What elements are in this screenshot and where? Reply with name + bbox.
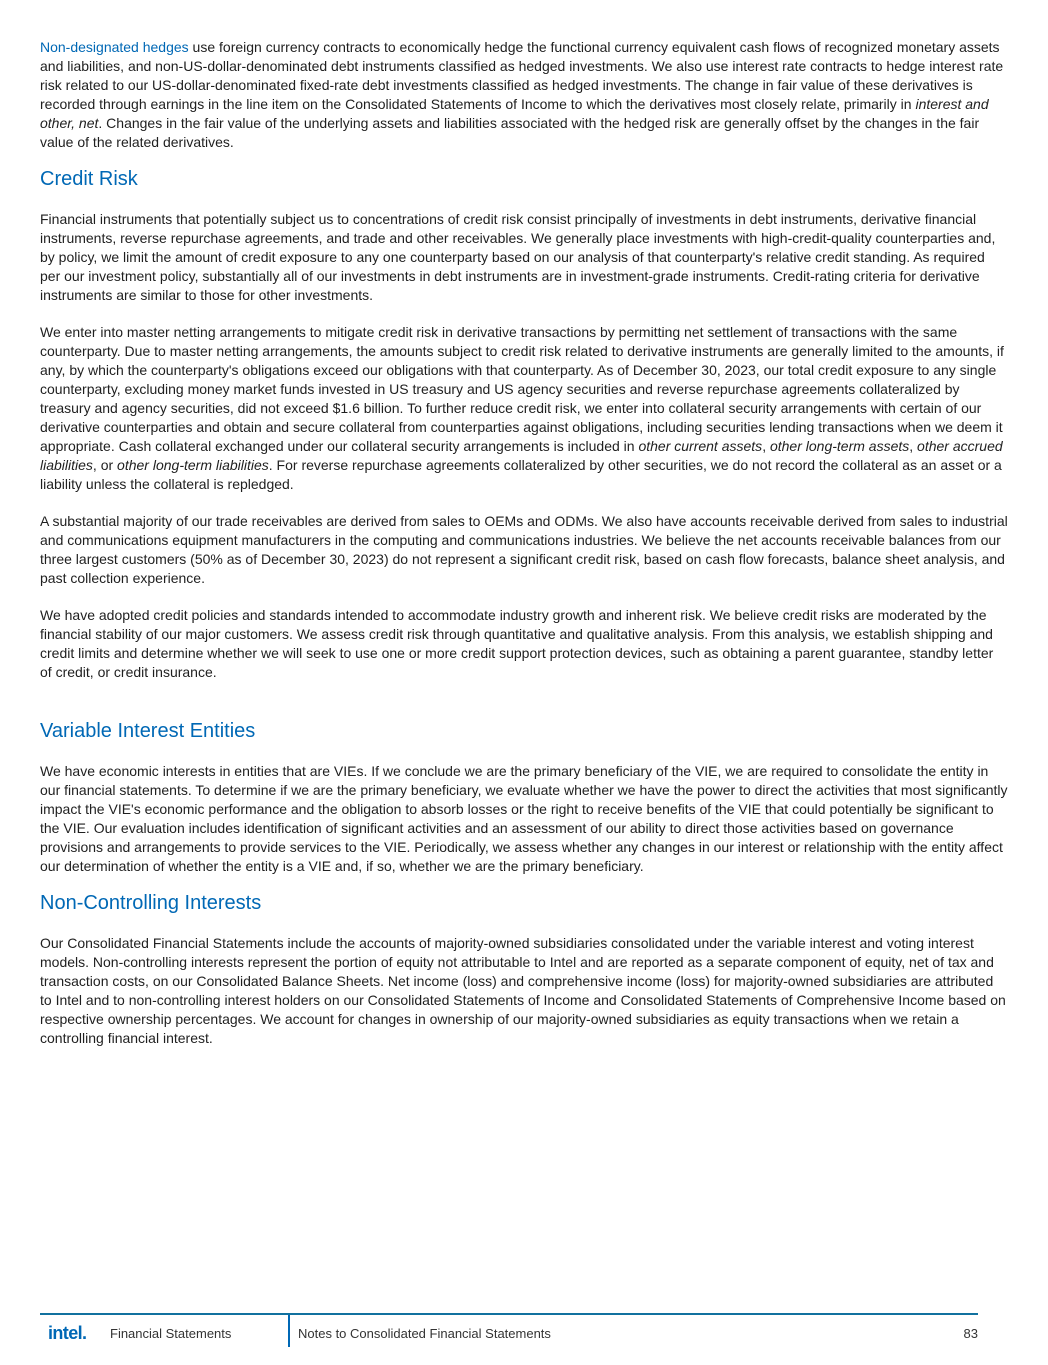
- text-segment: other current assets: [638, 438, 763, 454]
- text-segment: ,: [762, 438, 770, 454]
- text-segment: , or: [92, 457, 118, 473]
- page-footer: [40, 1313, 978, 1357]
- document-body: [40, 38, 1008, 1048]
- footer-subsection-label: Notes to Consolidated Financial Statements: [298, 1326, 551, 1341]
- text-segment: ,: [909, 438, 918, 454]
- paragraph: [40, 762, 1008, 876]
- text-segment: . For reverse repurchase agreements collateralized by other securities, we do not record the collateral as an asset or a liability unless the collateral is repledged.: [40, 457, 1002, 492]
- text-segment: use foreign currency contracts to economically hedge the functional currency equivalent cash flows of recognized monetary assets and liabilities, and non-US-dollar-denominated debt instruments classified as hedged investments. We also use interest rate contracts to hedge interest rate risk related to our US-dollar-denominated fixed-rate debt investments classified as hedged investments. The change in fair value of these derivatives is recorded through earnings in the line item on the Consolidated Statements of Income to which the derivatives most closely relate, primarily in: [40, 39, 1004, 112]
- text-segment: other long-term assets: [769, 438, 910, 454]
- paragraph: [40, 934, 1008, 1048]
- text-segment: . Changes in the fair value of the underlying assets and liabilities associated with the hedged risk are generally offset by the changes in the fair value of the related derivatives.: [40, 115, 980, 150]
- intel-logo: intel.: [48, 1323, 87, 1343]
- text-segment: other accrued liabilities: [40, 438, 1003, 473]
- footer-rule: [40, 1313, 978, 1315]
- paragraph: [40, 512, 1008, 588]
- text-segment: We have economic interests in entities that are VIEs. If we conclude we are the primary beneficiary of the VIE, we are required to consolidate the entity in our financial statements. To determine if we are the primary beneficiary, we evaluate whether we have the power to direct the activities that most significantly impact the VIE's economic performance and the obligation to absorb losses or the right to receive benefits of the VIE that could potentially be significant to the VIE. Our evaluation includes identification of significant activities and an assessment of our ability to direct those activities based on governance provisions and arrangements to provide services to the VIE. Periodically, we assess whether any changes in our interest or relationship with the entity affect our determination of whether the entity is a VIE and, if so, whether we are the primary beneficiary.: [40, 763, 1008, 874]
- text-segment: We have adopted credit policies and standards intended to accommodate industry growth and inherent risk. We believe credit risks are moderated by the financial stability of our major customers. We assess credit risk through quantitative and qualitative analysis. From this analysis, we establish shipping and credit limits and determine whether we will seek to use one or more credit support protection devices, such as obtaining a parent guarantee, standby letter of credit, or credit insurance.: [40, 607, 994, 680]
- paragraph: [40, 38, 1008, 152]
- paragraph: [40, 606, 1008, 682]
- footer-divider: [288, 1315, 290, 1347]
- lead-term: Non-designated hedges: [40, 39, 189, 55]
- footer-section-label: Financial Statements: [110, 1326, 232, 1341]
- text-segment: A substantial majority of our trade receivables are derived from sales to OEMs and ODMs. We also have accounts receivable derived from sales to industrial and communications equipment manufacturers in the computing and communications industries. We believe the net accounts receivable balances from our three largest customers (50% as of December 30, 2023) do not represent a significant credit risk, based on cash flow forecasts, balance sheet analysis, and past collection experience.: [40, 513, 1008, 586]
- text-segment: interest and other, net: [40, 96, 989, 131]
- text-segment: Our Consolidated Financial Statements include the accounts of majority-owned subsidiaries consolidated under the variable interest and voting interest models. Non-controlling interests represent the portion of equity not attributable to Intel and are reported as a separate component of equity, net of tax and transaction costs, on our Consolidated Balance Sheets. Net income (loss) and comprehensive income (loss) for majority-owned subsidiaries are attributed to Intel and to non-controlling interest holders on our Consolidated Statements of Income and Consolidated Statements of Comprehensive Income based on respective ownership percentages. We account for changes in ownership of our majority-owned subsidiaries as equity transactions when we retain a controlling financial interest.: [40, 935, 1006, 1046]
- text-segment: We enter into master netting arrangements to mitigate credit risk in derivative transactions by permitting net settlement of transactions with the same counterparty. Due to master netting arrangements, the amounts subject to credit risk related to derivative instruments are generally limited to the amounts, if any, by which the counterparty's obligations exceed our obligations with that counterparty. As of December 30, 2023, our total credit exposure to any single counterparty, excluding money market funds invested in US treasury and US agency securities and reverse repurchase agreements collateralized by treasury and agency securities, did not exceed $1.6 billion. To further reduce credit risk, we enter into collateral security arrangements with certain of our derivative counterparties and obtain and secure collateral from counterparties against obligations, including securities lending transactions when we deem it appropriate. Cash collateral exchanged under our collateral security arrangements is included in: [40, 324, 1004, 454]
- section-heading: Credit Risk: [40, 168, 138, 190]
- text-segment: Financial instruments that potentially subject us to concentrations of credit risk consist principally of investments in debt instruments, derivative financial instruments, reverse repurchase agreements, and trade and other receivables. We generally place investments with high-credit-quality counterparties and, by policy, we limit the amount of credit exposure to any one counterparty based on our analysis of that counterparty's relative credit standing. As required per our investment policy, substantially all of our investments in debt instruments are in investment-grade instruments. Credit-rating criteria for derivative instruments are similar to those for other investments.: [40, 211, 996, 303]
- paragraph: [40, 323, 1008, 494]
- section-heading: Variable Interest Entities: [40, 720, 256, 742]
- section-heading: Non-Controlling Interests: [40, 892, 262, 914]
- paragraph: [40, 210, 1008, 305]
- page-number: 83: [963, 1326, 978, 1341]
- text-segment: other long-term liabilities: [117, 457, 269, 473]
